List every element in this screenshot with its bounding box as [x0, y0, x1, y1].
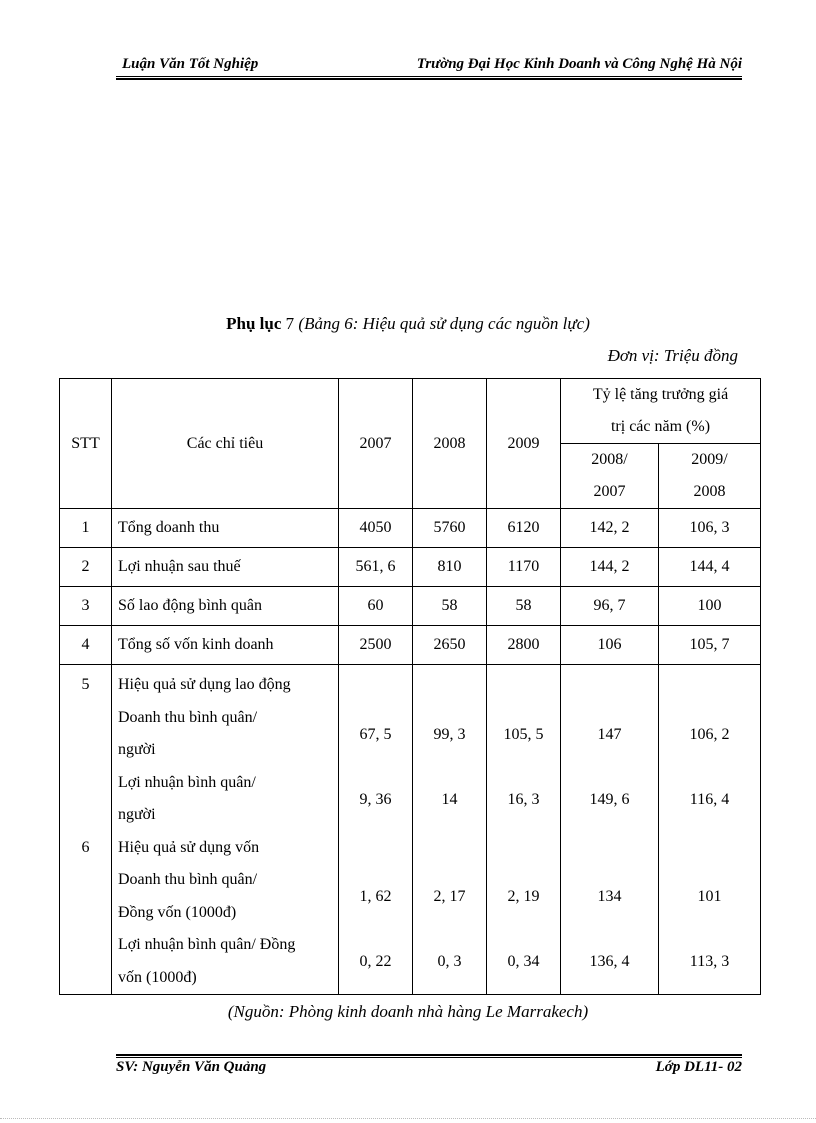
footer-rule-thick — [116, 1054, 742, 1056]
cell-2008: 2650 — [413, 626, 487, 665]
header-2008-2007 — [561, 444, 659, 509]
value-2008-a: 99, 3 — [433, 725, 466, 743]
cell-stt-block — [60, 665, 112, 995]
value-2009-c: 2, 19 — [507, 888, 540, 905]
table-row — [60, 548, 761, 587]
cell-2009: 58 — [487, 587, 561, 626]
cell-2008-block — [413, 665, 487, 995]
cell-2008: 5760 — [413, 509, 487, 548]
page-footer — [116, 1059, 742, 1079]
cell-stt: 4 — [60, 626, 112, 665]
table-row — [60, 626, 761, 665]
cell-2009: 6120 — [487, 509, 561, 548]
header-rule-thin — [116, 76, 742, 77]
cell-2009: 2800 — [487, 626, 561, 665]
header-2008: 2008 — [413, 379, 487, 509]
results-table — [59, 378, 761, 995]
value-2008-d: 0, 3 — [437, 953, 462, 970]
cell-indicator: Tổng số vốn kinh doanh — [112, 626, 339, 665]
value-2009-b: 16, 3 — [507, 790, 540, 808]
cell-indicator-block — [112, 665, 339, 995]
revenue-per-capital-line1: Doanh thu bình quân/ — [118, 871, 258, 888]
caption-detail: (Bảng 6: Hiệu quả sử dụng các nguồn lực) — [298, 314, 590, 333]
cell-2007: 4050 — [339, 509, 413, 548]
rate2-c: 101 — [697, 888, 722, 905]
header-2008-2007-line2: 2007 — [593, 483, 626, 500]
cell-indicator: Tổng doanh thu — [112, 509, 339, 548]
header-2009-2008-line1: 2009/ — [691, 451, 728, 468]
cell-stt: 1 — [60, 509, 112, 548]
revenue-per-capital-line2: Đồng vốn (1000đ) — [118, 903, 237, 921]
cell-rate-2008-2007: 96, 7 — [561, 587, 659, 626]
header-2008-2007-line1: 2008/ — [591, 451, 628, 468]
table-row — [60, 587, 761, 626]
header-growth-rate-line1: Tỷ lệ tăng trưởng giá — [592, 386, 729, 403]
rate2-b: 116, 4 — [689, 790, 730, 808]
table-row-efficiency-block — [60, 665, 761, 995]
cell-rate-2008-2007: 144, 2 — [561, 548, 659, 587]
header-left-title: Luận Văn Tốt Nghiệp — [122, 56, 259, 72]
cell-2007: 2500 — [339, 626, 413, 665]
cell-2007: 561, 6 — [339, 548, 413, 587]
cell-rate1-block — [561, 665, 659, 995]
table-row — [60, 509, 761, 548]
cell-2009: 1170 — [487, 548, 561, 587]
revenue-per-person-line1: Doanh thu bình quân/ — [118, 708, 258, 726]
cell-indicator: Lợi nhuận sau thuế — [112, 548, 339, 587]
value-2007-d: 0, 22 — [359, 953, 392, 970]
stt-5: 5 — [81, 676, 90, 693]
table-caption — [0, 314, 816, 334]
unit-label: Đơn vị: Triệu đồng — [607, 346, 738, 365]
footer-rule-thin — [116, 1057, 742, 1058]
cell-2008: 810 — [413, 548, 487, 587]
cell-stt: 3 — [60, 587, 112, 626]
page-bottom-dotted-line — [0, 1118, 816, 1119]
value-2008-c: 2, 17 — [433, 888, 466, 905]
title-capital-efficiency: Hiệu quả sử dụng vốn — [118, 838, 260, 856]
cell-2009-block — [487, 665, 561, 995]
profit-per-capital-line1: Lợi nhuận bình quân/ Đồng — [118, 936, 296, 953]
cell-stt: 2 — [60, 548, 112, 587]
footer-student: SV: Nguyễn Văn Quảng — [116, 1059, 267, 1075]
rate1-b: 149, 6 — [589, 790, 630, 808]
title-labor-efficiency: Hiệu quả sử dụng lao động — [118, 676, 291, 693]
cell-rate-2009-2008: 100 — [659, 587, 761, 626]
header-2007: 2007 — [339, 379, 413, 509]
profit-per-person-line1: Lợi nhuận bình quân/ — [118, 773, 256, 791]
value-2007-c: 1, 62 — [359, 888, 392, 905]
cell-indicator: Số lao động bình quân — [112, 587, 339, 626]
header-2009-2008-line2: 2008 — [693, 483, 726, 500]
rate1-c: 134 — [597, 888, 622, 905]
revenue-per-person-line2: người — [118, 741, 156, 758]
cell-rate-2009-2008: 105, 7 — [659, 626, 761, 665]
rate1-a: 147 — [597, 725, 622, 743]
cell-2007-block — [339, 665, 413, 995]
stt-6: 6 — [81, 838, 90, 856]
value-2009-a: 105, 5 — [503, 725, 544, 743]
header-rule-thick — [116, 78, 742, 80]
header-growth-rate-line2: trị các năm (%) — [610, 418, 711, 435]
header-indicator: Các chỉ tiêu — [112, 379, 339, 509]
cell-rate-2008-2007: 142, 2 — [561, 509, 659, 548]
cell-2007: 60 — [339, 587, 413, 626]
cell-rate-2009-2008: 144, 4 — [659, 548, 761, 587]
cell-rate2-block — [659, 665, 761, 995]
header-growth-rate — [561, 379, 761, 444]
profit-per-capital-line2: vốn (1000đ) — [118, 968, 197, 986]
value-2007-a: 67, 5 — [359, 725, 392, 743]
footer-class: Lớp DL11- 02 — [655, 1059, 742, 1075]
value-2007-b: 9, 36 — [359, 790, 392, 808]
profit-per-person-line2: người — [118, 806, 156, 823]
cell-rate-2009-2008: 106, 3 — [659, 509, 761, 548]
value-2009-d: 0, 34 — [507, 953, 540, 970]
caption-number: 7 — [285, 314, 295, 333]
cell-2008: 58 — [413, 587, 487, 626]
header-2009-2008 — [659, 444, 761, 509]
value-2008-b: 14 — [441, 790, 458, 808]
caption-label: Phụ lục — [226, 314, 282, 333]
rate2-a: 106, 2 — [689, 725, 730, 743]
cell-rate-2008-2007: 106 — [561, 626, 659, 665]
table-source: (Nguồn: Phòng kinh doanh nhà hàng Le Marrakech) — [227, 1002, 589, 1021]
rate1-d: 136, 4 — [589, 953, 630, 970]
header-right-title: Trường Đại Học Kinh Doanh và Công Nghệ Hà Nội — [416, 56, 742, 72]
header-2009: 2009 — [487, 379, 561, 509]
header-stt: STT — [60, 379, 112, 509]
page-header — [116, 56, 742, 76]
rate2-d: 113, 3 — [689, 953, 730, 970]
table-header-row — [60, 379, 761, 444]
